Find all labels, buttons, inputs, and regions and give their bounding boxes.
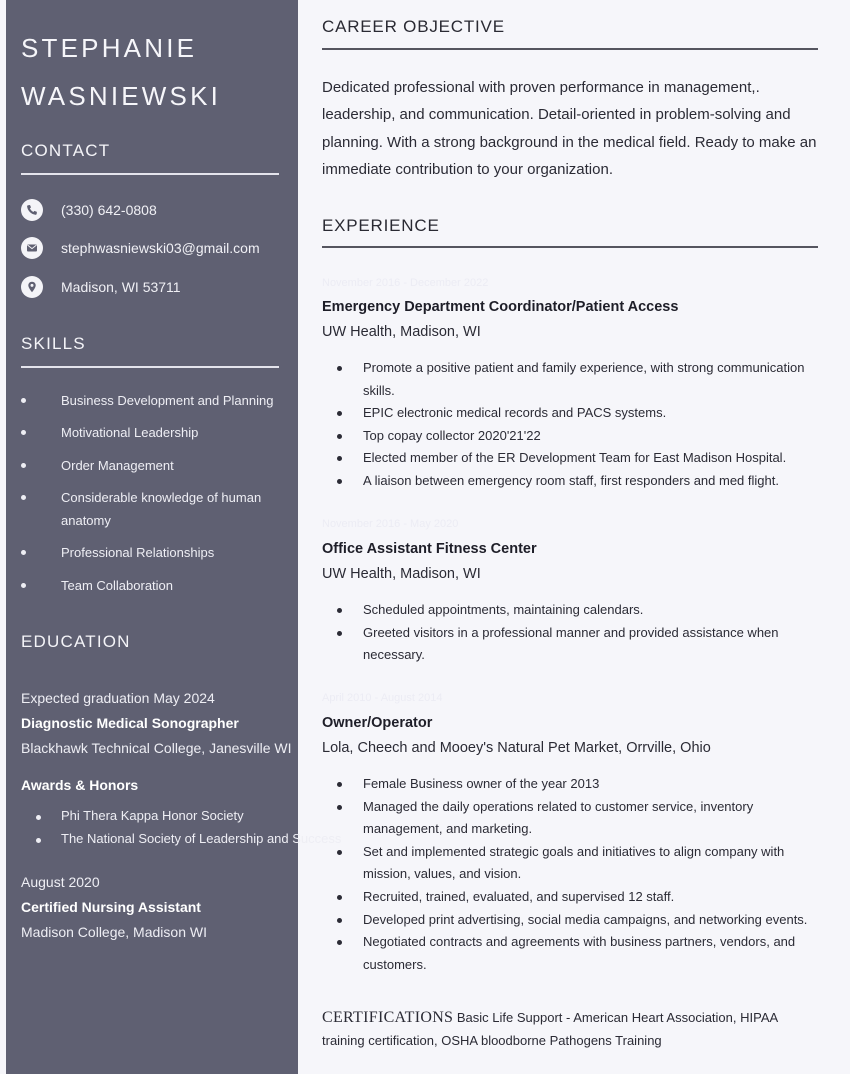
skill-item: Professional Relationships: [36, 541, 276, 564]
skill-item: Team Collaboration: [36, 574, 276, 597]
contact-email: [21, 235, 260, 261]
contact-phone: [21, 197, 157, 223]
contact-heading: CONTACT: [21, 141, 111, 160]
job-title: Office Assistant Fitness Center: [322, 541, 537, 557]
job-bullet: Negotiated contracts and agreements with business partners, vendors, and customers.: [337, 931, 822, 976]
education-school: Madison College, Madison WI: [21, 924, 207, 940]
certifications-text: Basic Life Support - American Heart Association, HIPAA training certification, OSHA bloodborne Pathogens Training: [322, 1010, 778, 1048]
main-content: [322, 0, 822, 1074]
skills-divider: [21, 366, 279, 368]
awards-heading: Awards & Honors: [21, 777, 139, 793]
sidebar: [6, 0, 342, 1074]
job-bullet: Scheduled appointments, maintaining calendars.: [337, 599, 822, 622]
certifications: [322, 1006, 792, 1052]
job-title: Emergency Department Coordinator/Patient Access: [322, 299, 679, 315]
education-heading: EDUCATION: [21, 632, 131, 651]
email-icon: [21, 237, 43, 259]
contact-divider: [21, 173, 279, 175]
location-text: Madison, WI 53711: [61, 279, 181, 295]
job-company: Lola, Cheech and Mooey's Natural Pet Market, Orrville, Ohio: [322, 740, 711, 756]
job-bullet: Promote a positive patient and family experience, with strong communication skills.: [337, 357, 822, 402]
phone-icon: [21, 199, 43, 221]
job-title: Owner/Operator: [322, 715, 433, 731]
education-date: Expected graduation May 2024: [21, 690, 215, 706]
job-bullet: Recruited, trained, evaluated, and supervised 12 staff.: [337, 886, 822, 909]
email-address[interactable]: stephwasniewski03@gmail.com: [61, 240, 260, 256]
job-dates: November 2016 - May 2020: [322, 518, 459, 530]
job-bullet: A liaison between emergency room staff, first responders and med flight.: [337, 470, 822, 493]
award-item: Phi Thera Kappa Honor Society: [36, 808, 279, 823]
objective-text: Dedicated professional with proven performance in management,. leadership, and communication. Detail-oriented in problem-solving and planning. With a strong background in the medical field. Ready to make an immediate contribution to your organization.: [322, 79, 817, 178]
skill-item: Considerable knowledge of human anatomy: [36, 486, 276, 532]
phone-number[interactable]: (330) 642-0808: [61, 202, 157, 218]
education-date: August 2020: [21, 874, 100, 890]
job-bullets: [337, 357, 822, 493]
job-bullets: [337, 773, 822, 976]
objective-divider: [322, 48, 818, 50]
objective-heading: CAREER OBJECTIVE: [322, 17, 505, 36]
job-bullet: EPIC electronic medical records and PACS systems.: [337, 402, 822, 425]
location-pin-icon: [21, 276, 43, 298]
job-bullets: [337, 599, 822, 667]
skills-heading: SKILLS: [21, 334, 86, 353]
job-company: UW Health, Madison, WI: [322, 566, 481, 582]
last-name: WASNIEWSKI: [21, 81, 222, 111]
job-bullet: Developed print advertising, social media campaigns, and networking events.: [337, 909, 822, 932]
skill-item: Order Management: [36, 454, 276, 477]
job-bullet: Elected member of the ER Development Team for East Madison Hospital.: [337, 447, 822, 470]
award-item: The National Society of Leadership and Success: [36, 831, 279, 846]
education-title: Diagnostic Medical Sonographer: [21, 715, 239, 731]
job-bullet: Female Business owner of the year 2013: [337, 773, 822, 796]
experience-heading: EXPERIENCE: [322, 216, 440, 235]
skill-item: Business Development and Planning: [36, 389, 276, 412]
applicant-name: [21, 24, 221, 120]
job-dates: April 2010 - August 2014: [322, 692, 443, 704]
job-company: UW Health, Madison, WI: [322, 324, 481, 340]
experience-divider: [322, 246, 818, 248]
job-bullet: Set and implemented strategic goals and initiatives to align company with mission, values, and vision.: [337, 841, 822, 886]
education-title: Certified Nursing Assistant: [21, 899, 201, 915]
first-name: STEPHANIE: [21, 33, 198, 63]
certifications-label: CERTIFICATIONS: [322, 1009, 454, 1026]
job-bullet: Managed the daily operations related to customer service, inventory management, and marketing.: [337, 796, 822, 841]
skill-item: Motivational Leadership: [36, 421, 276, 444]
job-bullet: Greeted visitors in a professional manner and provided assistance when necessary.: [337, 622, 822, 667]
education-school: Blackhawk Technical College, Janesville WI: [21, 740, 292, 756]
job-dates: November 2016 - December 2022: [322, 277, 489, 289]
contact-location: [21, 274, 181, 300]
job-bullet: Top copay collector 2020'21'22: [337, 425, 822, 448]
